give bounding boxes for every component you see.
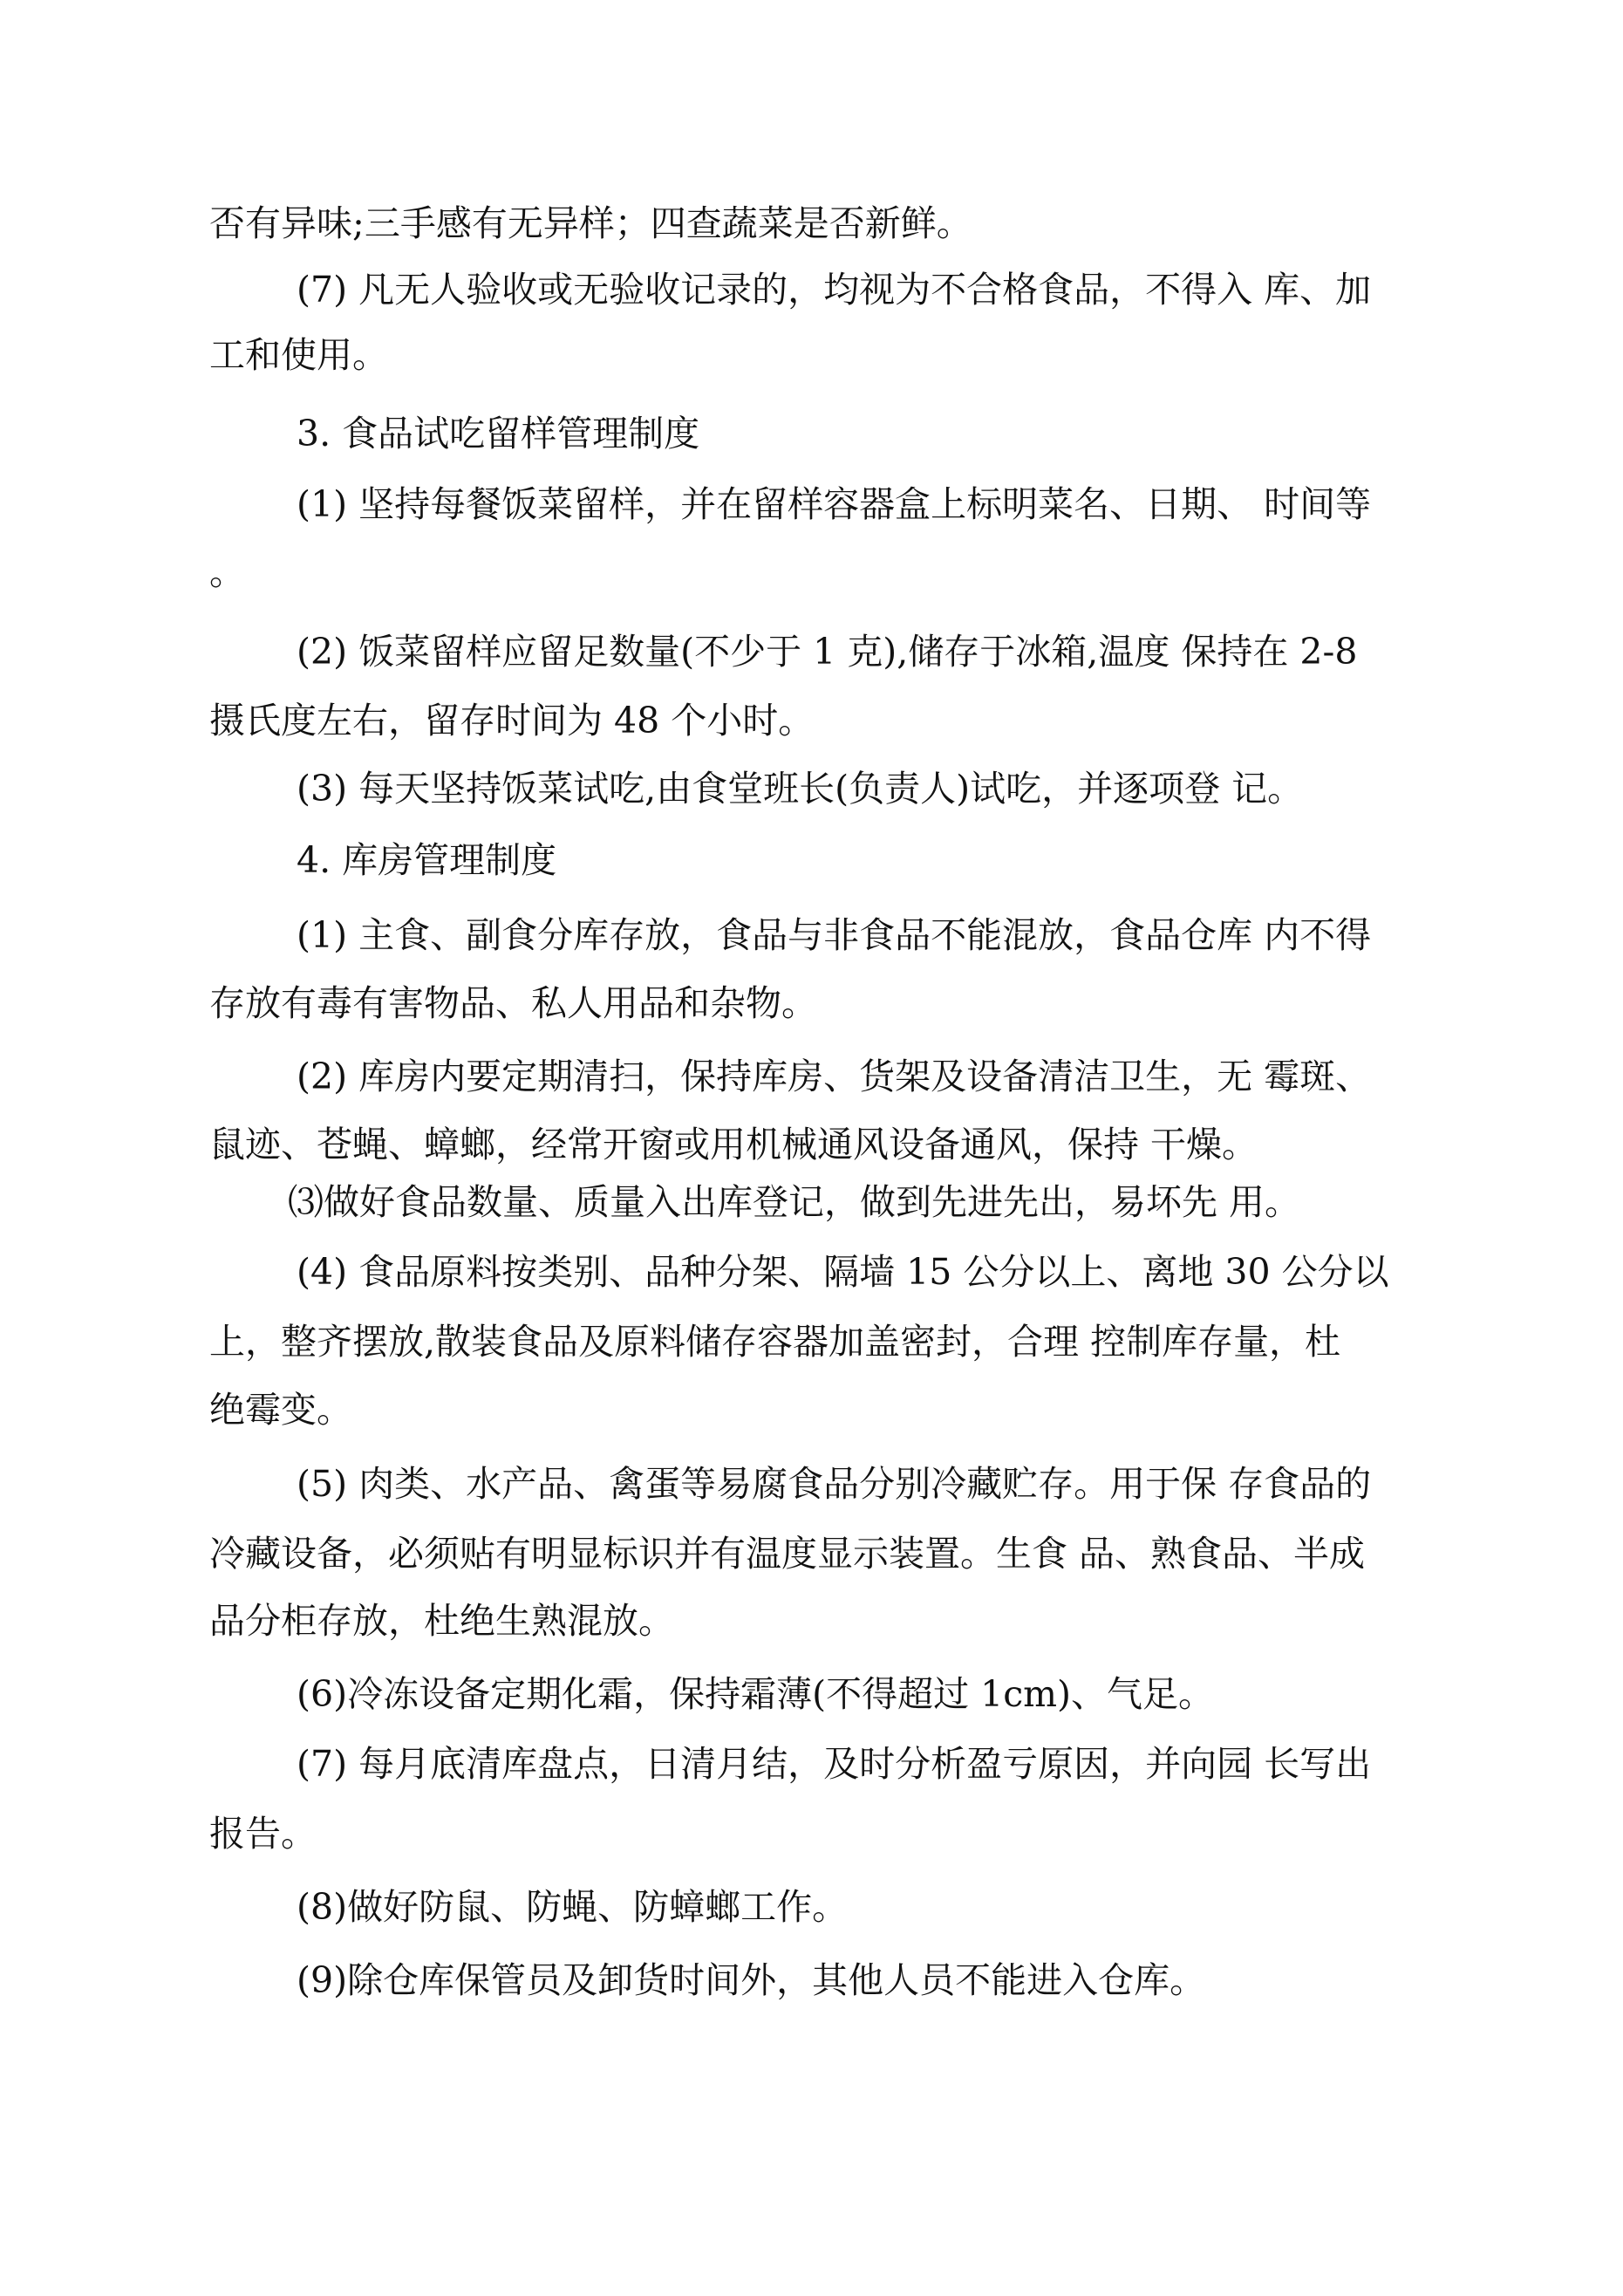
- text-line: (4) 食品原料按类别、品种分架、隔墙 15 公分以上、离地 30 公分以: [297, 1251, 1389, 1293]
- text-line: 报告。: [209, 1813, 317, 1855]
- text-line: (6)冷冻设备定期化霜，保持霜薄(不得超过 1cm)、气足。: [297, 1673, 1215, 1715]
- text-line: 鼠迹、苍蝇、蟑螂，经常开窗或用机械通风设备通风，保持 干燥。: [209, 1124, 1258, 1165]
- text-line: (1) 主食、副食分库存放，食品与非食品不能混放，食品仓库 内不得: [297, 914, 1372, 956]
- text-line: 冷藏设备，必须贴有明显标识并有温度显示装置。生食 品、熟食品、半成: [209, 1533, 1366, 1575]
- text-line: (7) 每月底清库盘点，日清月结，及时分析盈亏原因，并向园 长写出: [297, 1743, 1372, 1785]
- text-line: (5) 肉类、水产品、禽蛋等易腐食品分别冷藏贮存。用于保 存食品的: [297, 1463, 1372, 1505]
- text-line: (3) 每天坚持饭菜试吃,由食堂班长(负责人)试吃，并逐项登 记。: [297, 768, 1304, 810]
- text-line: (9)除仓库保管员及卸货时间外，其他人员不能进入仓库。: [297, 1959, 1206, 2001]
- text-line: (1) 坚持每餐饭菜留样，并在留样容器盒上标明菜名、日期、 时间等: [297, 483, 1372, 525]
- text-line: (2) 库房内要定期清扫，保持库房、货架及设备清洁卫生，无 霉斑、: [297, 1056, 1372, 1097]
- text-line: 品分柜存放，杜绝生熟混放。: [209, 1600, 674, 1642]
- section-heading: 4. 库房管理制度: [297, 839, 557, 881]
- text-line: 上，整齐摆放,散装食品及原料储存容器加盖密封，合理 控制库存量，杜: [209, 1321, 1341, 1363]
- text-line: 否有异味;三手感有无异样；四查蔬菜是否新鲜。: [209, 202, 972, 244]
- text-line: 绝霉变。: [209, 1389, 352, 1431]
- text-line: (2) 饭菜留样应留足数量(不少于 1 克),储存于冰箱,温度 保持在 2-8: [297, 631, 1358, 673]
- text-line: (7) 凡无人验收或无验收记录的，均视为不合格食品，不得入 库、加: [297, 269, 1372, 311]
- text-line: 。: [209, 551, 245, 593]
- text-line: 工和使用。: [209, 334, 388, 376]
- text-line: 存放有毒有害物品、私人用品和杂物。: [209, 982, 817, 1024]
- section-heading: 3. 食品试吃留样管理制度: [297, 413, 700, 454]
- text-line: ⑶做好食品数量、质量入出库登记，做到先进先出，易坏先 用。: [288, 1181, 1301, 1223]
- text-line: (8)做好防鼠、防蝇、防蟑螂工作。: [297, 1886, 849, 1928]
- text-line: 摄氏度左右，留存时间为 48 个小时。: [209, 700, 815, 741]
